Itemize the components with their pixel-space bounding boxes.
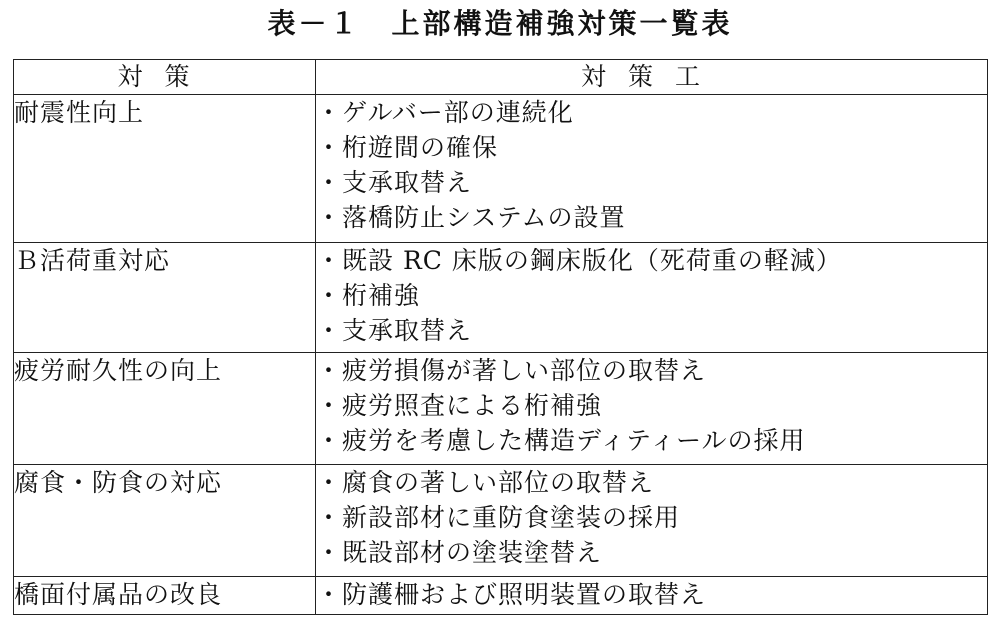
table-row <box>14 353 988 465</box>
table-title: 表－１ 上部構造補強対策一覧表 <box>267 7 733 40</box>
header-row <box>14 60 988 95</box>
list-item: ・疲労照査による桁補強 <box>316 391 603 420</box>
row-items <box>316 95 988 243</box>
row-category: 橋面付属品の改良 <box>14 577 316 615</box>
list-item: ・ゲルバー部の連続化 <box>316 98 574 127</box>
table-row <box>14 577 988 615</box>
row-category: 疲労耐久性の向上 <box>14 353 316 465</box>
table-row <box>14 95 988 243</box>
row-category: 腐食・防食の対応 <box>14 465 316 577</box>
list-item: ・桁補強 <box>316 281 421 310</box>
list-item: ・既設 RC 床版の鋼床版化（死荷重の軽減） <box>316 246 842 275</box>
list-item: ・桁遊間の確保 <box>316 133 499 162</box>
list-item: ・支承取替え <box>316 316 473 345</box>
row-category: 耐震性向上 <box>14 95 316 243</box>
header-measure: 対策 <box>14 60 316 95</box>
list-item: ・防護柵および照明装置の取替え <box>316 580 707 609</box>
measures-table <box>13 59 988 615</box>
list-item: ・腐食の著しい部位の取替え <box>316 468 655 497</box>
list-item: ・疲労損傷が著しい部位の取替え <box>316 356 707 385</box>
list-item: ・新設部材に重防食塗装の採用 <box>316 503 681 532</box>
list-item: ・既設部材の塗装塗替え <box>316 538 603 567</box>
header-measure-work: 対策工 <box>316 60 988 95</box>
row-category: Ｂ活荷重対応 <box>14 243 316 353</box>
list-item: ・落橋防止システムの設置 <box>316 203 626 232</box>
list-item: ・疲労を考慮した構造ディティールの採用 <box>316 426 806 455</box>
row-items <box>316 465 988 577</box>
table-row <box>14 465 988 577</box>
list-item: ・支承取替え <box>316 168 473 197</box>
row-items <box>316 577 988 615</box>
row-items <box>316 243 988 353</box>
table-row <box>14 243 988 353</box>
row-items <box>316 353 988 465</box>
